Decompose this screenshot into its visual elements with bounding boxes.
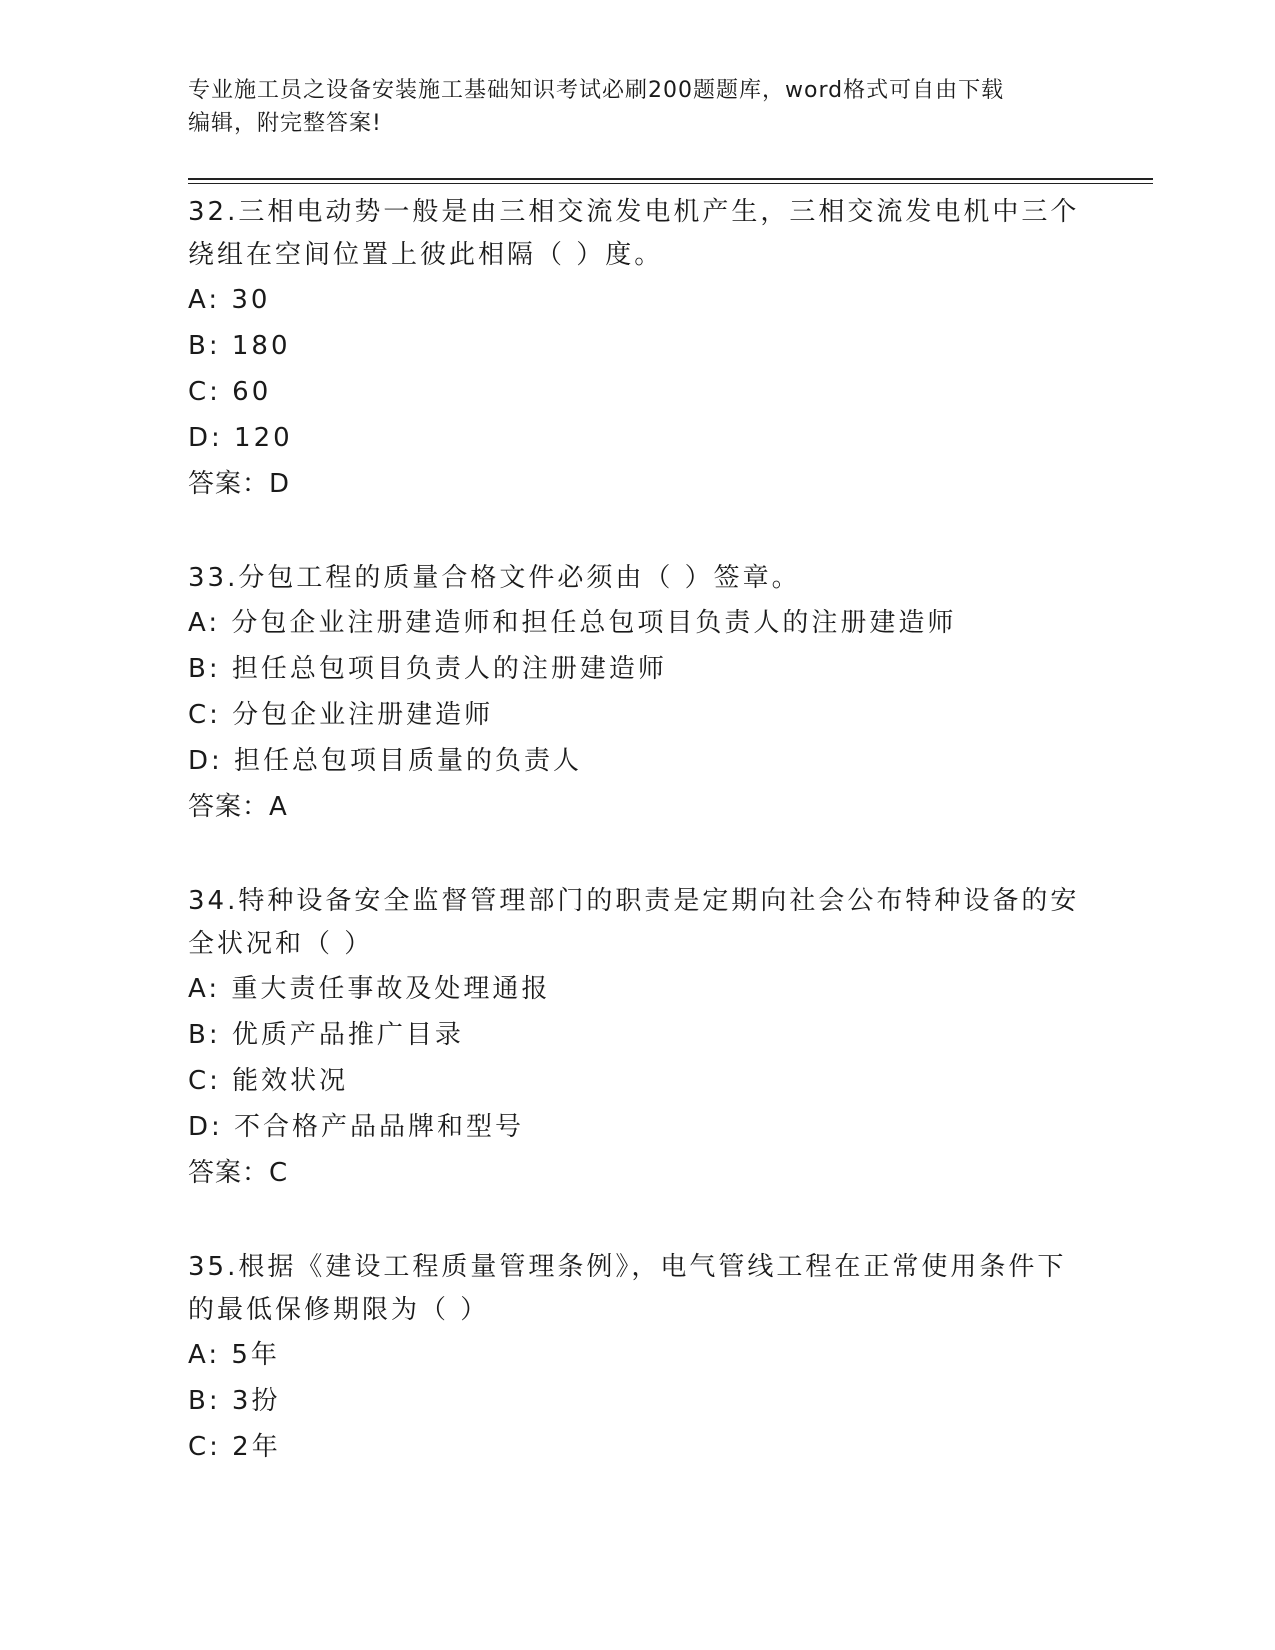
question-34 bbox=[188, 880, 1088, 1196]
question-text-line-1: 33.分包工程的质量合格文件必须由（ ）签章。 bbox=[188, 563, 801, 593]
question-text-line-2: 全状况和（ ） bbox=[188, 929, 374, 959]
question-text-line-1: 34.特种设备安全监督管理部门的职责是定期向社会公布特种设备的安 bbox=[188, 886, 1080, 916]
answer-label: 答案：D bbox=[188, 469, 291, 499]
option-a: A: 分包企业注册建造师和担任总包项目负责人的注册建造师 bbox=[188, 608, 957, 638]
question-text-line-2: 绕组在空间位置上彼此相隔（ ）度。 bbox=[188, 240, 664, 270]
question-35 bbox=[188, 1246, 1088, 1470]
option-b: B: 担任总包项目负责人的注册建造师 bbox=[188, 654, 667, 684]
option-b: B: 180 bbox=[188, 331, 291, 361]
question-text-line-1: 35.根据《建设工程质量管理条例》，电气管线工程在正常使用条件下 bbox=[188, 1252, 1067, 1282]
option-a: A: 30 bbox=[188, 285, 271, 315]
option-a: A: 重大责任事故及处理通报 bbox=[188, 974, 551, 1004]
option-d: D: 120 bbox=[188, 423, 293, 453]
answer-label: 答案：C bbox=[188, 1158, 289, 1188]
option-d: D: 担任总包项目质量的负责人 bbox=[188, 746, 583, 776]
document-header bbox=[188, 74, 1088, 140]
option-b: B: 优质产品推广目录 bbox=[188, 1020, 464, 1050]
option-a: A: 5年 bbox=[188, 1340, 280, 1370]
option-c: C: 分包企业注册建造师 bbox=[188, 700, 494, 730]
option-b: B: 3扮 bbox=[188, 1386, 281, 1416]
question-list bbox=[188, 191, 1088, 1520]
question-text-line-2: 的最低保修期限为（ ） bbox=[188, 1295, 490, 1325]
header-title-line-2: 编辑，附完整答案! bbox=[188, 111, 382, 136]
answer-label: 答案：A bbox=[188, 792, 288, 822]
question-33 bbox=[188, 557, 1088, 830]
question-text-line-1: 32.三相电动势一般是由三相交流发电机产生，三相交流发电机中三个 bbox=[188, 197, 1080, 227]
question-32 bbox=[188, 191, 1088, 507]
header-title-line-1: 专业施工员之设备安装施工基础知识考试必刷200题题库，word格式可自由下载 bbox=[188, 78, 1005, 103]
option-c: C: 60 bbox=[188, 377, 272, 407]
option-d: D: 不合格产品品牌和型号 bbox=[188, 1112, 525, 1142]
option-c: C: 2年 bbox=[188, 1432, 281, 1462]
header-divider-thin bbox=[188, 183, 1153, 184]
option-c: C: 能效状况 bbox=[188, 1066, 349, 1096]
header-divider-thick bbox=[188, 178, 1153, 180]
